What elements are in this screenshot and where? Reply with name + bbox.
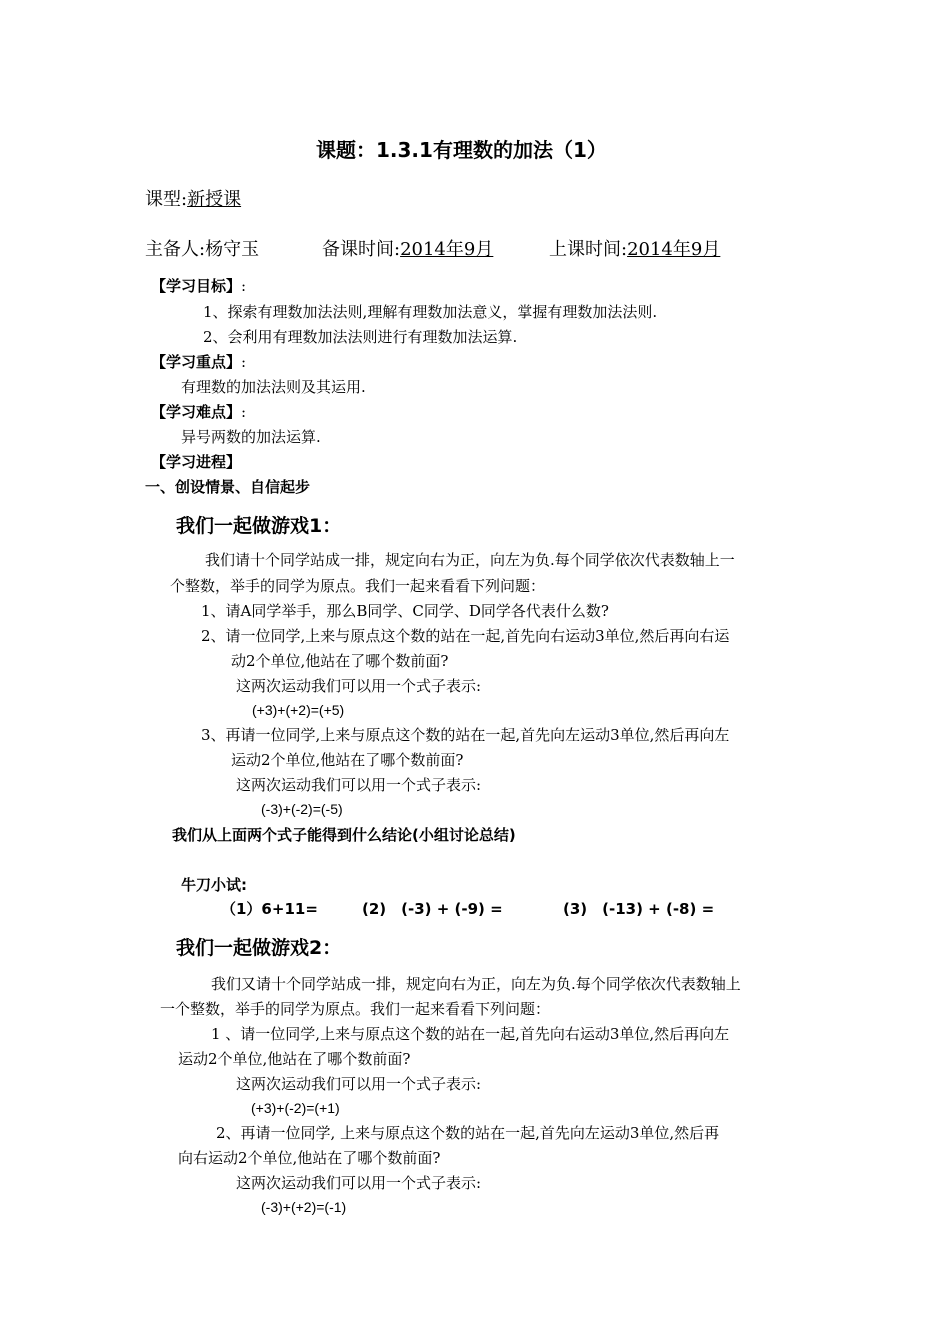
prep-time-label: 备课时间:: [322, 239, 401, 260]
game2-question-1-line2: 运动2个单位,他站在了哪个数前面?: [178, 1050, 411, 1068]
game1-intro-line2: 个整数，举手的同学为原点。我们一起来看看下列问题：: [170, 577, 546, 595]
game1-question-3-line1: 3、再请一位同学,上来与原点这个数的站在一起,首先向左运动3单位,然后再向左: [201, 726, 730, 744]
page-title: 课题：1.3.1有理数的加法（1）: [316, 138, 607, 162]
goals-heading-text: 【学习目标】: [151, 277, 242, 295]
process-heading: 【学习进程】: [151, 453, 242, 471]
lesson-type: [145, 188, 241, 212]
trial-problem-1: （1）6+11=: [221, 900, 318, 918]
goal-item-2: 2、会利用有理数加法法则进行有理数加法运算.: [203, 328, 518, 346]
difficulty-text: 异号两数的加法运算.: [181, 428, 321, 446]
game2-intro-line1: 我们又请十个同学站成一排，规定向右为正，向左为负.每个同学依次代表数轴上: [211, 975, 741, 993]
game2-question-2-formula: (-3)+(+2)=(-1): [261, 1199, 347, 1215]
game1-question-2-line1: 2、请一位同学,上来与原点这个数的站在一起,首先向右运动3单位,然后再向右运: [201, 627, 730, 645]
game1-question-1: 1、请A同学举手，那么B同学、C同学、D同学各代表什么数?: [201, 602, 609, 620]
goal-item-1: 1、探索有理数加法法则,理解有理数加法意义，掌握有理数加法法则.: [203, 303, 658, 321]
game2-question-1-formula: (+3)+(-2)=(+1): [251, 1100, 340, 1116]
game1-intro-line1: 我们请十个同学站成一排，规定向右为正，向左为负.每个同学依次代表数轴上一: [205, 551, 735, 569]
game1-title: 我们一起做游戏1：: [176, 515, 342, 537]
focus-heading-colon: :: [241, 353, 247, 371]
goals-heading: [151, 276, 246, 296]
trial-problem-3: (3) (-13) + (-8) =: [563, 900, 715, 918]
section-1-heading: 一、创设情景、自信起步: [145, 478, 311, 496]
game1-question-2-expr-intro: 这两次运动我们可以用一个式子表示:: [236, 677, 482, 695]
prep-time: [322, 238, 493, 262]
game2-question-2-line2: 向右运动2个单位,他站在了哪个数前面?: [178, 1149, 441, 1167]
game2-question-2-expr-intro: 这两次运动我们可以用一个式子表示:: [236, 1174, 482, 1192]
goals-heading-colon: :: [241, 277, 247, 295]
game2-question-1-expr-intro: 这两次运动我们可以用一个式子表示:: [236, 1075, 482, 1093]
focus-text: 有理数的加法法则及其运用.: [181, 378, 366, 396]
focus-heading-text: 【学习重点】: [151, 353, 242, 371]
game1-question-2-formula: (+3)+(+2)=(+5): [252, 702, 345, 718]
trial-problem-2: (2) (-3) + (-9) =: [362, 900, 503, 918]
difficulty-heading-text: 【学习难点】: [151, 403, 242, 421]
preparer: 主备人:杨守玉: [145, 239, 260, 260]
trial-heading: 牛刀小试:: [181, 876, 247, 894]
class-time-value: 2014年9月: [627, 239, 721, 260]
class-time: [549, 238, 720, 262]
game1-conclusion: 我们从上面两个式子能得到什么结论(小组讨论总结): [172, 826, 516, 844]
game1-question-3-line2: 运动2个单位,他站在了哪个数前面?: [231, 751, 464, 769]
game2-question-1-line1: 1 、请一位同学,上来与原点这个数的站在一起,首先向右运动3单位,然后再向左: [211, 1025, 730, 1043]
game2-intro-line2: 一个整数，举手的同学为原点。我们一起来看看下列问题：: [160, 1000, 551, 1018]
lesson-type-value: 新授课: [187, 189, 242, 210]
focus-heading: [151, 352, 246, 372]
game2-question-2-line1: 2、再请一位同学, 上来与原点这个数的站在一起,首先向左运动3单位,然后再: [216, 1124, 720, 1142]
difficulty-heading: [151, 402, 246, 422]
game1-question-3-expr-intro: 这两次运动我们可以用一个式子表示:: [236, 776, 482, 794]
class-time-label: 上课时间:: [549, 239, 628, 260]
prep-time-value: 2014年9月: [400, 239, 494, 260]
game1-question-3-formula: (-3)+(-2)=(-5): [261, 801, 343, 817]
game1-question-2-line2: 动2个单位,他站在了哪个数前面?: [231, 652, 449, 670]
lesson-type-label: 课型:: [145, 189, 188, 210]
game2-title: 我们一起做游戏2：: [176, 937, 342, 959]
difficulty-heading-colon: :: [241, 403, 247, 421]
